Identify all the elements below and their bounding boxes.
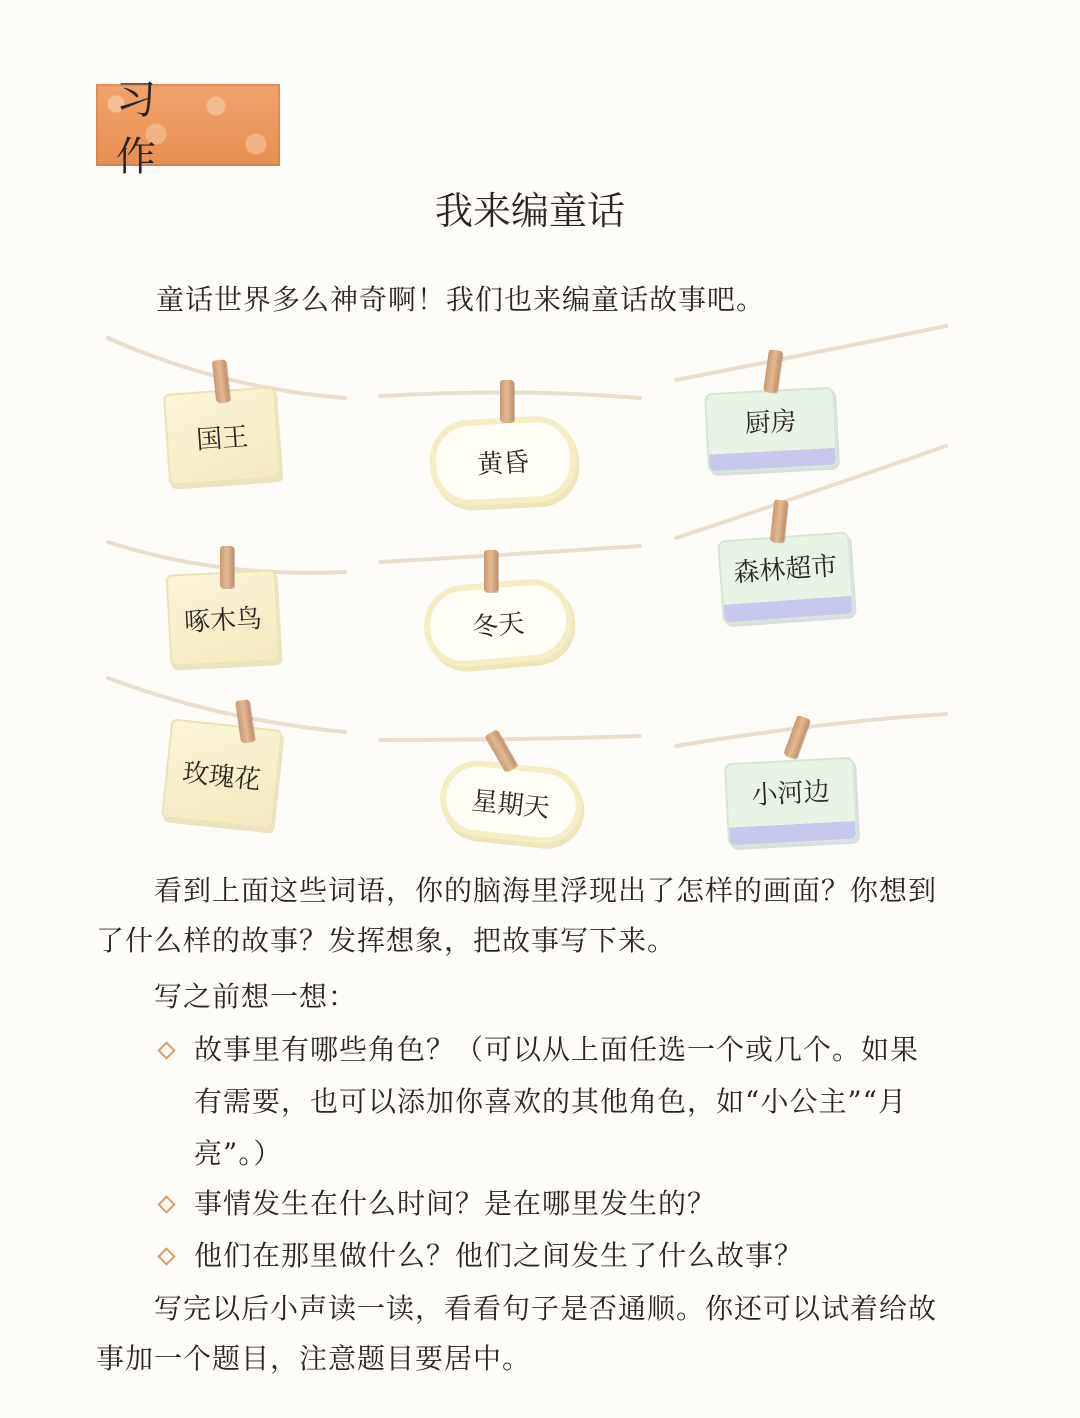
word-card xyxy=(161,718,283,829)
card-text: 森林超市 xyxy=(732,550,839,589)
card-text: 国王 xyxy=(195,421,250,456)
line-row3-mid xyxy=(380,736,640,740)
line-row2-mid xyxy=(380,546,640,562)
paragraph-line: 写之前想一想： xyxy=(154,980,358,1013)
section-badge xyxy=(96,77,280,180)
line-row1-right xyxy=(676,326,946,380)
bullet-item xyxy=(194,1024,919,1180)
bullet-line: 事情发生在什么时间？是在哪里发生的？ xyxy=(194,1187,717,1220)
diamond-bullet-icon xyxy=(157,1041,175,1059)
clothespin xyxy=(484,550,498,592)
card-text: 厨房 xyxy=(743,406,798,439)
card-text: 啄木鸟 xyxy=(183,603,263,638)
word-card xyxy=(717,531,855,624)
card-text: 玫瑰花 xyxy=(181,757,263,796)
paragraph-line: 事加一个题目，注意题目要居中。 xyxy=(96,1342,532,1375)
paragraph-line: 写完以后小声读一读，看看句子是否通顺。你还可以试着给故 xyxy=(154,1292,938,1325)
clothesline-illustration xyxy=(0,310,1080,870)
paragraph-3 xyxy=(96,1284,937,1384)
word-card xyxy=(724,757,858,848)
bullet-line: 他们在那里做什么？他们之间发生了什么故事？ xyxy=(194,1239,804,1272)
intro-text: 童话世界多么神奇啊！我们也来编童话故事吧。 xyxy=(156,283,766,316)
section-label: 习 作 xyxy=(116,77,182,180)
bullet-line: 亮”。） xyxy=(194,1137,283,1170)
bullet-item xyxy=(194,1178,716,1230)
card-text: 冬天 xyxy=(470,608,526,643)
paragraph-line: 看到上面这些词语，你的脑海里浮现出了怎样的画面？你想到 xyxy=(154,874,938,907)
paragraph-line: 了什么样的故事？发挥想象，把故事写下来。 xyxy=(96,924,677,957)
clothespin xyxy=(220,546,234,588)
line-row3-right xyxy=(676,714,946,746)
paragraph-1 xyxy=(96,866,937,966)
diamond-bullet-icon xyxy=(157,1195,175,1213)
diamond-bullet-icon xyxy=(157,1247,175,1265)
word-card xyxy=(704,387,838,474)
paragraph-2 xyxy=(154,972,357,1022)
card-text: 黄昏 xyxy=(476,447,530,480)
word-card xyxy=(428,414,578,508)
bullet-line: 有需要，也可以添加你喜欢的其他角色，如“小公主”“月 xyxy=(194,1085,907,1118)
page-title: 我来编童话 xyxy=(434,189,625,233)
card-text: 小河边 xyxy=(750,776,831,811)
bullet-item xyxy=(194,1230,803,1282)
bullet-line: 故事里有哪些角色？（可以从上面任选一个或几个。如果 xyxy=(194,1033,920,1066)
clothespin xyxy=(500,380,514,422)
card-text: 星期天 xyxy=(470,785,552,824)
